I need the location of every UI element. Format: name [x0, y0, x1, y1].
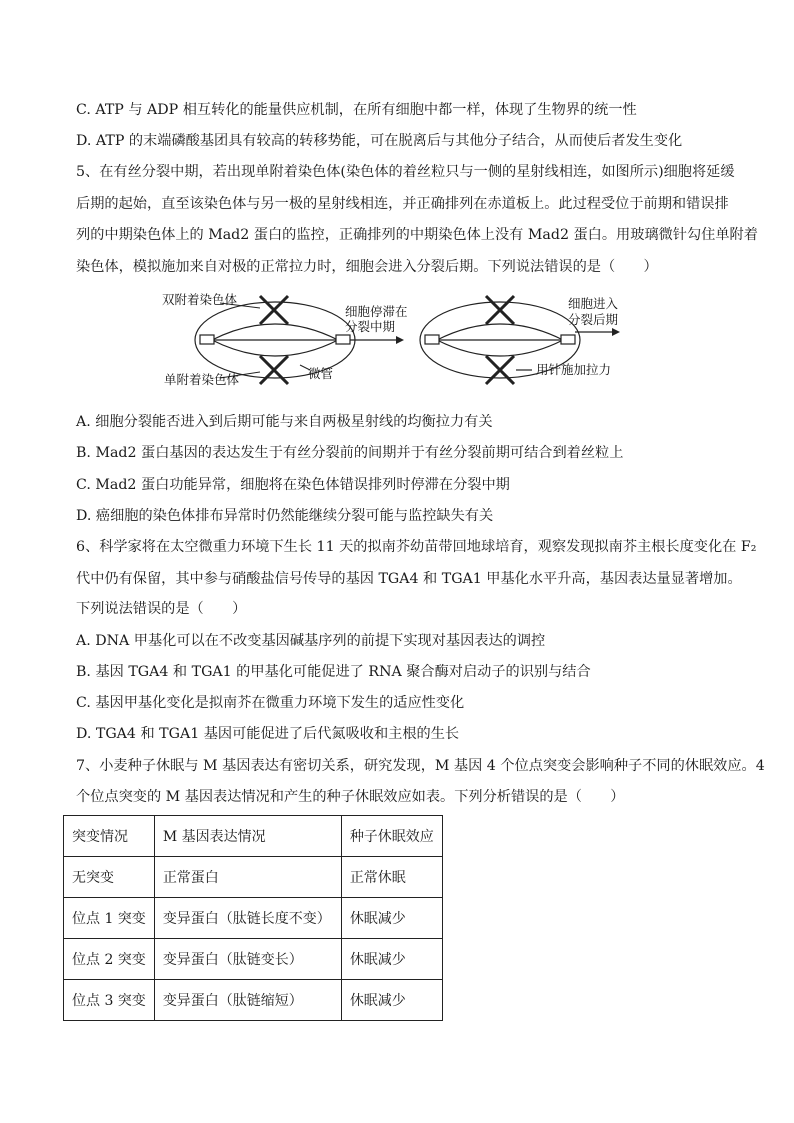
- table-header: 种子休眠效应: [341, 816, 442, 857]
- question-6-line-3: 下列说法错误的是（ ）: [76, 601, 247, 617]
- table-cell: 位点 1 突变: [64, 898, 155, 939]
- table-cell: 变异蛋白（肽链变长）: [154, 939, 341, 980]
- table-cell: 正常蛋白: [154, 857, 341, 898]
- table-cell: 位点 2 突变: [64, 939, 155, 980]
- arrow-enter-head: [612, 328, 620, 336]
- table-header: M 基因表达情况: [154, 816, 341, 857]
- question-6-line-1: 6、科学家将在太空微重力环境下生长 11 天的拟南芥幼苗带回地球培育，观察发现拟南芥主根长度变化在 F₂: [76, 539, 757, 555]
- question-5-option-c: C. Mad2 蛋白功能异常，细胞将在染色体错误排列时停滞在分裂中期: [76, 477, 510, 493]
- table-cell: 正常休眠: [341, 857, 442, 898]
- question-5-option-d: D. 癌细胞的染色体排布异常时仍然能继续分裂可能与监控缺失有关: [76, 508, 494, 524]
- table-row: [64, 939, 443, 980]
- label-enter-2: 分裂后期: [568, 312, 619, 327]
- label-enter-1: 细胞进入: [568, 296, 619, 311]
- question-5-line-1: 5、在有丝分裂中期，若出现单附着染色体(染色体的着丝粒只与一侧的星射线相连，如图所示)细胞将延缓: [76, 164, 735, 180]
- question-5-option-b: B. Mad2 蛋白基因的表达发生于有丝分裂前的间期并于有丝分裂前期可结合到着丝粒上: [76, 445, 624, 461]
- table-cell: 休眠减少: [341, 939, 442, 980]
- label-double-chromosome: 双附着染色体: [162, 292, 238, 307]
- label-microtubule: 微管: [308, 366, 334, 381]
- option-d-atp: D. ATP 的末端磷酸基团具有较高的转移势能，可在脱离后与其他分子结合，从而使后者发生变化: [76, 133, 683, 149]
- table-cell: 休眠减少: [341, 980, 442, 1021]
- label-needle-force: 用针施加拉力: [536, 362, 612, 377]
- question-7-line-1: 7、小麦种子休眠与 M 基因表达有密切关系，研究发现，M 基因 4 个位点突变会影响种子不同的休眠效应。4: [76, 758, 765, 774]
- mutation-table: [63, 815, 443, 1021]
- table-row: [64, 980, 443, 1021]
- label-single-chromosome: 单附着染色体: [164, 372, 240, 387]
- question-6-option-d: D. TGA4 和 TGA1 基因可能促进了后代氮吸收和主根的生长: [76, 726, 460, 742]
- table-row: [64, 898, 443, 939]
- table-cell: 无突变: [64, 857, 155, 898]
- question-5-option-a: A. 细胞分裂能否进入到后期可能与来自两极星射线的均衡拉力有关: [76, 414, 493, 430]
- label-arrest-2: 分裂中期: [345, 319, 396, 334]
- table-header: 突变情况: [64, 816, 155, 857]
- label-arrest-1: 细胞停滞在: [345, 304, 408, 319]
- table-header-row: [64, 816, 443, 857]
- question-5-line-3: 列的中期染色体上的 Mad2 蛋白的监控，正确排列的中期染色体上没有 Mad2 蛋白。用玻璃微针勾住单附着: [76, 227, 758, 243]
- question-5-line-2: 后期的起始，直至该染色体与另一极的星射线相连，并正确排列在赤道板上。此过程受位于前期和错误排: [76, 196, 729, 212]
- arrow-arrest-head: [396, 336, 404, 344]
- question-6-line-2: 代中仍有保留，其中参与硝酸盐信号传导的基因 TGA4 和 TGA1 甲基化水平升高，基因表达量显著增加。: [76, 571, 742, 587]
- question-6-option-b: B. 基因 TGA4 和 TGA1 的甲基化可能促进了 RNA 聚合酶对启动子的识别与结合: [76, 664, 591, 680]
- table-row: [64, 857, 443, 898]
- question-6-option-a: A. DNA 甲基化可以在不改变基因碱基序列的前提下实现对基因表达的调控: [76, 633, 546, 649]
- question-5-line-4: 染色体，模拟施加来自对极的正常拉力时，细胞会进入分裂后期。下列说法错误的是（ ）: [76, 259, 658, 275]
- mitosis-figure: [160, 288, 630, 392]
- table-cell: 变异蛋白（肽链长度不变）: [154, 898, 341, 939]
- table-cell: 变异蛋白（肽链缩短）: [154, 980, 341, 1021]
- table-cell: 位点 3 突变: [64, 980, 155, 1021]
- table-cell: 休眠减少: [341, 898, 442, 939]
- question-7-line-2: 个位点突变的 M 基因表达情况和产生的种子休眠效应如表。下列分析错误的是（ ）: [76, 789, 625, 805]
- question-6-option-c: C. 基因甲基化变化是拟南芥在微重力环境下发生的适应性变化: [76, 695, 465, 711]
- option-c-atp: C. ATP 与 ADP 相互转化的能量供应机制，在所有细胞中都一样，体现了生物界的统一性: [76, 102, 637, 118]
